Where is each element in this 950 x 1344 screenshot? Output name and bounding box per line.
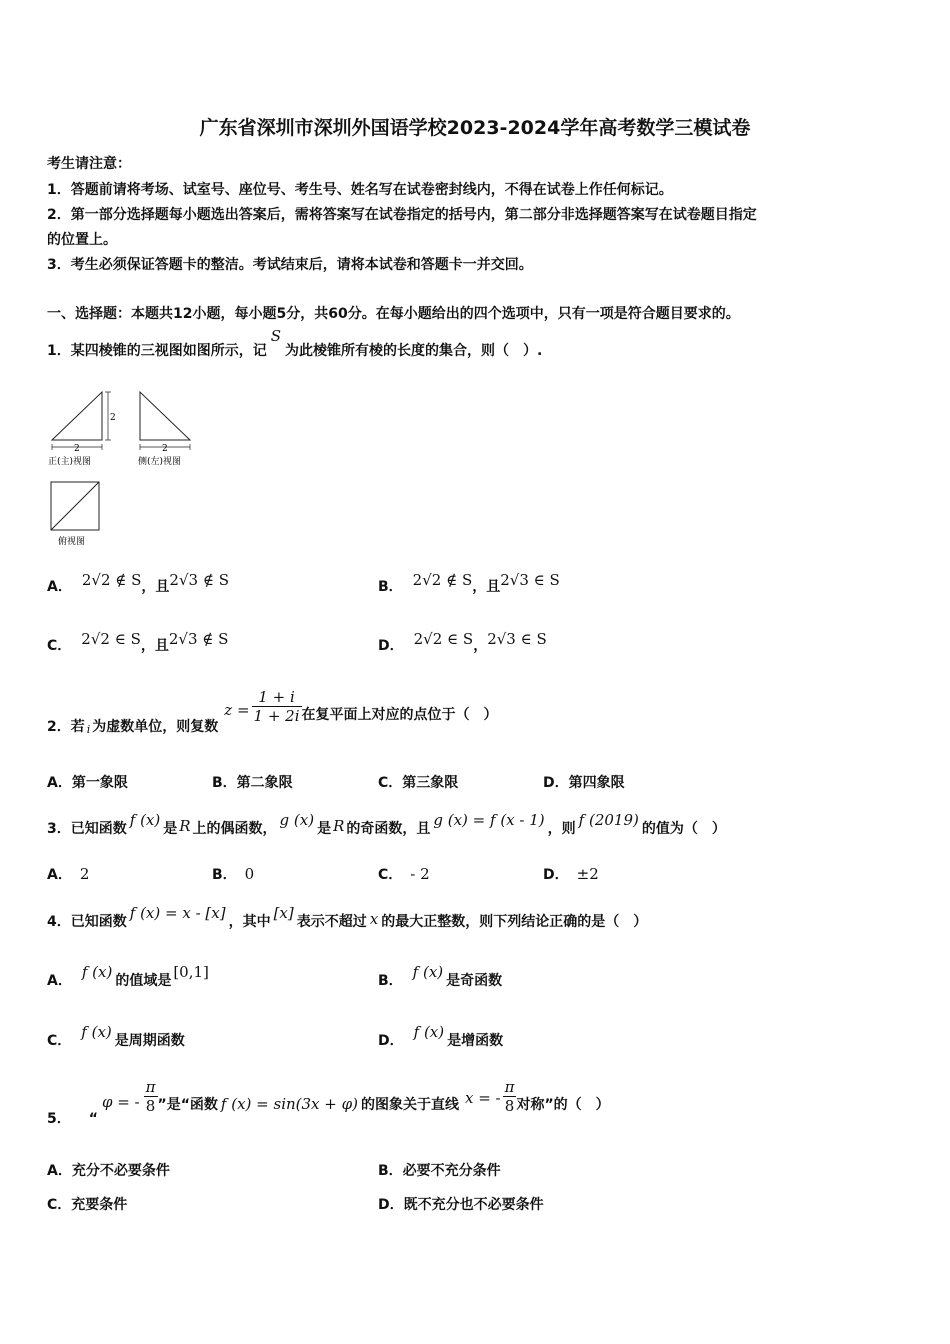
- option-d[interactable]: D．既不充分也不必要条件: [378, 1197, 544, 1213]
- page-title: 广东省深圳市深圳外国语学校2023-2024学年高考数学三模试卷: [199, 117, 751, 139]
- question-2: 2．若 $_i$ 为虚数单位，则复数z = $\frac{1 + i}{1 + 2i}$ 在复平面上对应的点位于（ ）: [47, 688, 498, 736]
- option-c[interactable]: C． 2√2 ∈ S，且2√3 ∉ S: [47, 630, 229, 654]
- notice-item: 3．考生必须保证答题卡的整洁。考试结束后，请将本试卷和答题卡一并交回。: [47, 257, 533, 273]
- dim-label: 2: [74, 444, 80, 454]
- notice-item: 的位置上。: [47, 232, 117, 248]
- question-3: 3．已知函数 f (x) 是 R 上的偶函数， g (x) 是 R 的奇函数，且 g (x) = f (x - 1) ，则 f (2019) 的值为（ ）: [47, 811, 726, 837]
- option-a[interactable]: A． f (x) 的值域是 [0,1]: [47, 963, 209, 989]
- notice-item: 1．答题前请将考场、试室号、座位号、考生号、姓名写在试卷密封线内，不得在试卷上作任何标记。: [47, 182, 673, 198]
- option-d[interactable]: D．第四象限: [543, 775, 625, 791]
- dim-label: 2: [162, 444, 168, 454]
- question-1: 1．某四棱锥的三视图如图所示，记S为此棱锥所有棱的长度的集合，则（ ）.: [47, 327, 543, 359]
- option-d[interactable]: D． 2√2 ∈ S，2√3 ∈ S: [378, 630, 547, 654]
- front-view-caption: 正(主)视图: [48, 457, 92, 467]
- option-b[interactable]: B． f (x) 是奇函数: [378, 963, 503, 989]
- top-view-caption: 俯视图: [58, 537, 86, 547]
- option-c[interactable]: C．第三象限: [378, 775, 459, 791]
- three-view-figure: [44, 388, 214, 558]
- option-b[interactable]: B． 0: [212, 865, 255, 883]
- option-a[interactable]: A． 2: [47, 865, 90, 883]
- notice-item: 2．第一部分选择题每小题选出答案后，需将答案写在试卷指定的括号内，第二部分非选择题答案写在试卷题目指定: [47, 207, 757, 223]
- question-4: 4．已知函数 f (x) = x - [x] ，其中 [x] 表示不超过 x 的最大正整数，则下列结论正确的是（ ）: [47, 904, 648, 930]
- option-b[interactable]: B．第二象限: [212, 775, 293, 791]
- option-c[interactable]: C． f (x) 是周期函数: [47, 1023, 185, 1049]
- option-a[interactable]: A．充分不必要条件: [47, 1163, 170, 1179]
- section-heading: 一、选择题：本题共12小题，每小题5分，共60分。在每小题给出的四个选项中，只有一项是符合题目要求的。: [47, 306, 740, 322]
- question-5: 5． “φ = - $\frac{\pi}{8}$ ”是“函数 f (x) = sin(3x + φ) 的图象关于直线 x = - $\frac{\pi}{8}$ 对称”的（ ）: [47, 1078, 610, 1127]
- option-a[interactable]: A． 2√2 ∉ S，且2√3 ∉ S: [47, 571, 229, 595]
- option-b[interactable]: B． 2√2 ∉ S，且2√3 ∈ S: [378, 571, 560, 595]
- dim-label: 2: [110, 413, 116, 423]
- side-view-caption: 侧(左)视图: [138, 457, 182, 467]
- option-b[interactable]: B．必要不充分条件: [378, 1163, 501, 1179]
- option-d[interactable]: D． ±2: [543, 865, 599, 883]
- option-c[interactable]: C． - 2: [378, 865, 430, 883]
- notice-heading: 考生请注意：: [47, 156, 131, 172]
- option-d[interactable]: D． f (x) 是增函数: [378, 1023, 504, 1049]
- option-a[interactable]: A．第一象限: [47, 775, 128, 791]
- option-c[interactable]: C．充要条件: [47, 1197, 128, 1213]
